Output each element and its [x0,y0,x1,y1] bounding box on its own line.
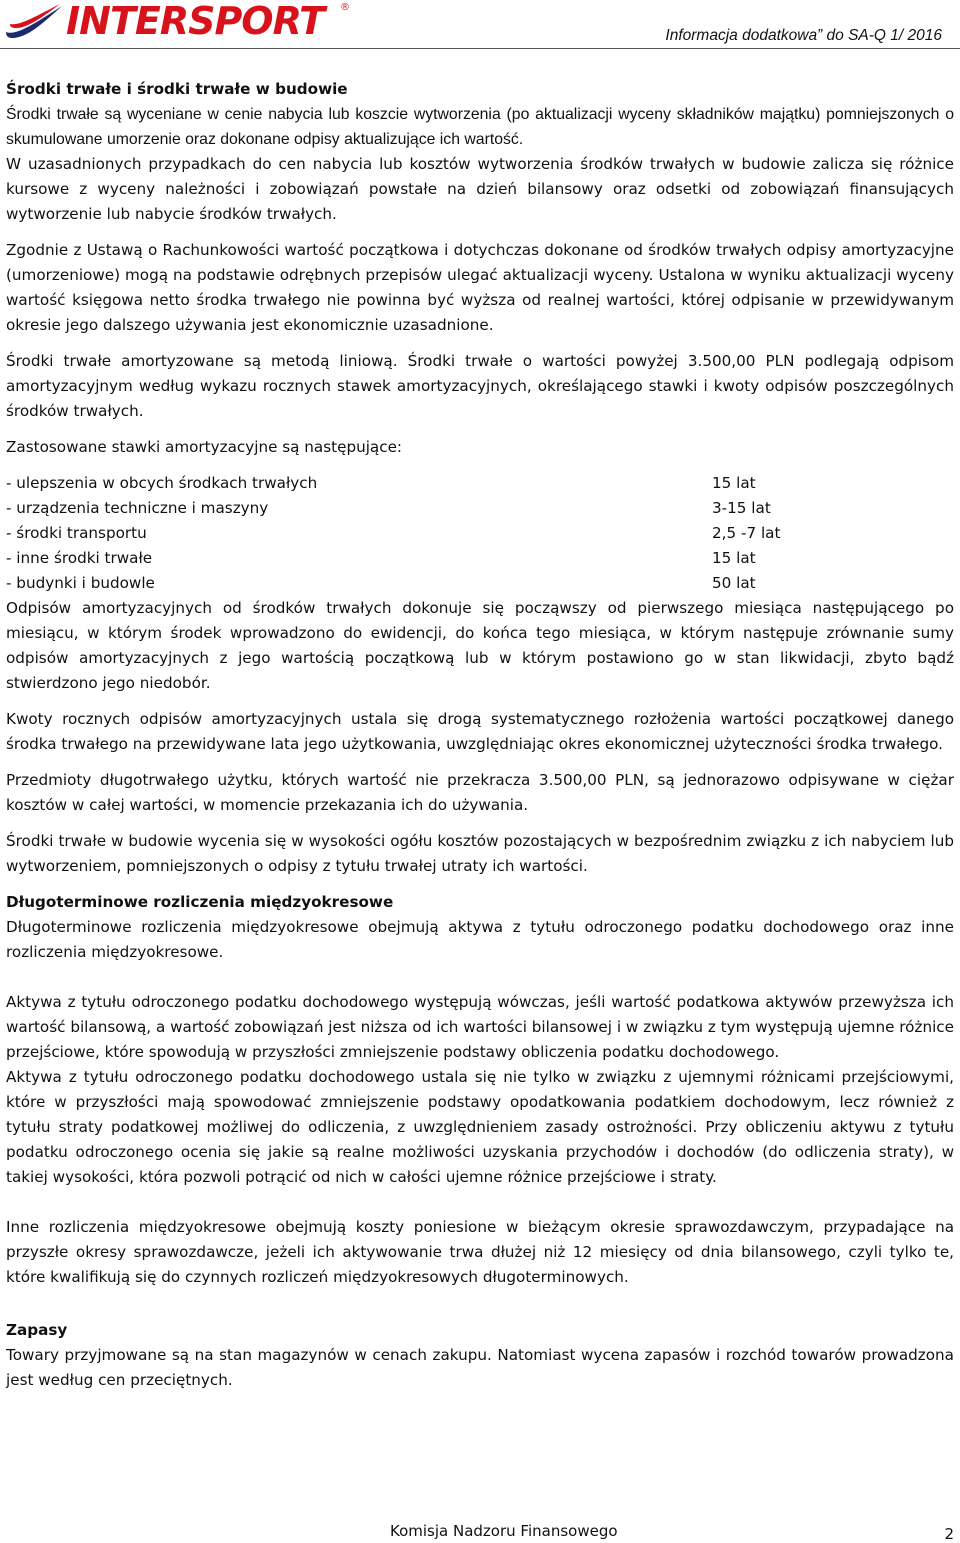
rate-name: - inne środki trwałe [6,549,153,567]
paragraph: Środki trwałe w budowie wycenia się w wysokości ogółu kosztów pozostających w bezpośrednim związku z ich nabyciem lub wytworzeniem, pomniejszonych o odpisy z tytułu trwałej utraty ich wartości. [6,832,954,875]
paragraph: Środki trwałe są wyceniane w cenie nabycia lub koszcie wytworzenia (po aktualizacji wyceny składników majątku) pomniejszonych o skumulowane umorzenie oraz dokonane odpisy aktualizujące ich wartość. [6,106,954,148]
registered-mark: ® [340,2,350,13]
paragraph: Zgodnie z Ustawą o Rachunkowości wartość początkowa i dotychczas dokonane od środków trwałych odpisy amortyzacyjne (umorzeniowe) mogą na podstawie odrębnych przepisów ulegać aktualizacji wyceny. Ustalona w wyniku aktualizacji wyceny wartość księgowa netto środka trwałego nie powinna być wyższa od realnej wartości, której odpisanie w przewidywanym okresie jego dalszego używania jest ekonomicznie uzasadnione. [6,241,954,334]
rate-row [6,521,954,546]
rate-value: 3-15 lat [712,499,771,517]
page-header [0,0,960,50]
rate-name: - środki transportu [6,524,147,542]
spacer [6,879,954,890]
footer-text: Komisja Nadzoru Finansowego [390,1522,618,1540]
intersport-logo [4,2,349,42]
spacer [6,424,954,435]
paragraph: Środki trwałe amortyzowane są metodą liniową. Środki trwałe o wartości powyżej 3.500,00 PLN podlegają odpisom amortyzacyjnym według wykazu rocznych stawek amortyzacyjnych, określającego stawki i kwoty odpisów poszczególnych środków trwałych. [6,352,954,420]
rate-name: - budynki i budowle [6,574,155,592]
spacer [6,1290,954,1318]
paragraph: Inne rozliczenia międzyokresowe obejmują koszty poniesione w bieżącym okresie sprawozdawczym, przypadające na przyszłe okresy sprawozdawcze, jeżeli ich aktywowanie trwa dłużej niż 12 miesięcy od dnia bilansowego, czyli tylko te, które kwalifikują się do czynnych rozliczeń międzyokresowych długoterminowych. [6,1218,954,1286]
paragraph: W uzasadnionych przypadkach do cen nabycia lub kosztów wytworzenia środków trwałych w budowie zalicza się różnice kursowe z wyceny należności i zobowiązań powstałe na dzień bilansowy oraz odsetki od zobowiązań finansujących wytworzenie lub nabycie środków trwałych. [6,155,954,223]
header-divider [0,48,960,49]
paragraph: Kwoty rocznych odpisów amortyzacyjnych ustala się drogą systematycznego rozłożenia wartości początkowej danego środka trwałego na przewidywane lata jego użytkowania, uwzględniając okres ekonomicznej użyteczności środka trwałego. [6,710,954,753]
page-number: 2 [944,1525,954,1543]
rates-intro: Zastosowane stawki amortyzacyjne są następujące: [6,438,403,456]
document-title: Informacja dodatkowa” do SA-Q 1/ 2016 [665,27,942,44]
rate-name: - urządzenia techniczne i maszyny [6,499,269,517]
rate-value: 2,5 -7 lat [712,524,781,542]
logo-wordmark: INTERSPORT [66,0,325,43]
document-body [6,77,954,1393]
spacer [6,696,954,707]
rate-value: 15 lat [712,474,756,492]
section-heading-prepayments: Długoterminowe rozliczenia międzyokresowe [6,893,394,911]
spacer [6,818,954,829]
spacer [6,460,954,471]
rate-value: 50 lat [712,574,756,592]
spacer [6,1190,954,1215]
rate-row [6,571,954,596]
section-heading-inventory: Zapasy [6,1321,68,1339]
rate-row [6,546,954,571]
paragraph: Odpisów amortyzacyjnych od środków trwałych dokonuje się począwszy od pierwszego miesiąca następującego po miesiącu, w którym środek wprowadzono do ewidencji, do końca tego miesiąca, w którym następuje zrównanie sumy odpisów amortyzacyjnych z jego wartością początkową lub w którym postawiono go w stan likwidacji, zbyto bądź stwierdzono jego niedobór. [6,599,954,692]
spacer [6,338,954,349]
rate-name: - ulepszenia w obcych środkach trwałych [6,474,318,492]
paragraph: Przedmioty długotrwałego użytku, których wartość nie przekracza 3.500,00 PLN, są jednorazowo odpisywane w ciężar kosztów w całej wartości, w momencie przekazania ich do używania. [6,771,954,814]
swoosh-icon [4,2,66,42]
paragraph: Długoterminowe rozliczenia międzyokresowe obejmują aktywa z tytułu odroczonego podatku dochodowego oraz inne rozliczenia międzyokresowe. [6,918,954,961]
depreciation-rates-list [6,471,954,596]
paragraph: Aktywa z tytułu odroczonego podatku dochodowego ustala się nie tylko w związku z ujemnymi różnicami przejściowymi, które w przyszłości mają spowodować zmniejszenie podstawy opodatkowania podatkiem dochodowym, lecz również z tytułu straty podatkowej możliwej do odliczenia, z uwzględnieniem zasady ostrożności. Przy obliczeniu aktywu z tytułu podatku odroczonego ocenia się jakie są realne możliwości uzyskania przychodów i dochodów (do odliczenia straty), w takiej wysokości, która pozwoli potrącić od nich w całości ujemne różnice przejściowe i straty. [6,1068,954,1186]
rate-value: 15 lat [712,549,756,567]
page-footer [0,1522,960,1542]
spacer [6,227,954,238]
spacer [6,757,954,768]
paragraph: Towary przyjmowane są na stan magazynów w cenach zakupu. Natomiast wycena zapasów i rozchód towarów prowadzona jest według cen przeciętnych. [6,1346,954,1389]
section-heading-fixed-assets: Środki trwałe i środki trwałe w budowie [6,80,348,98]
rate-row [6,471,954,496]
paragraph: Aktywa z tytułu odroczonego podatku dochodowego występują wówczas, jeśli wartość podatkowa aktywów przewyższa ich wartość bilansową, a wartość zobowiązań jest niższa od ich wartości bilansowej i w związku z tym występują ujemne różnice przejściowe, które spowodują w przyszłości zmniejszenie podstawy obliczenia podatku dochodowego. [6,993,954,1061]
spacer [6,965,954,990]
rate-row [6,496,954,521]
